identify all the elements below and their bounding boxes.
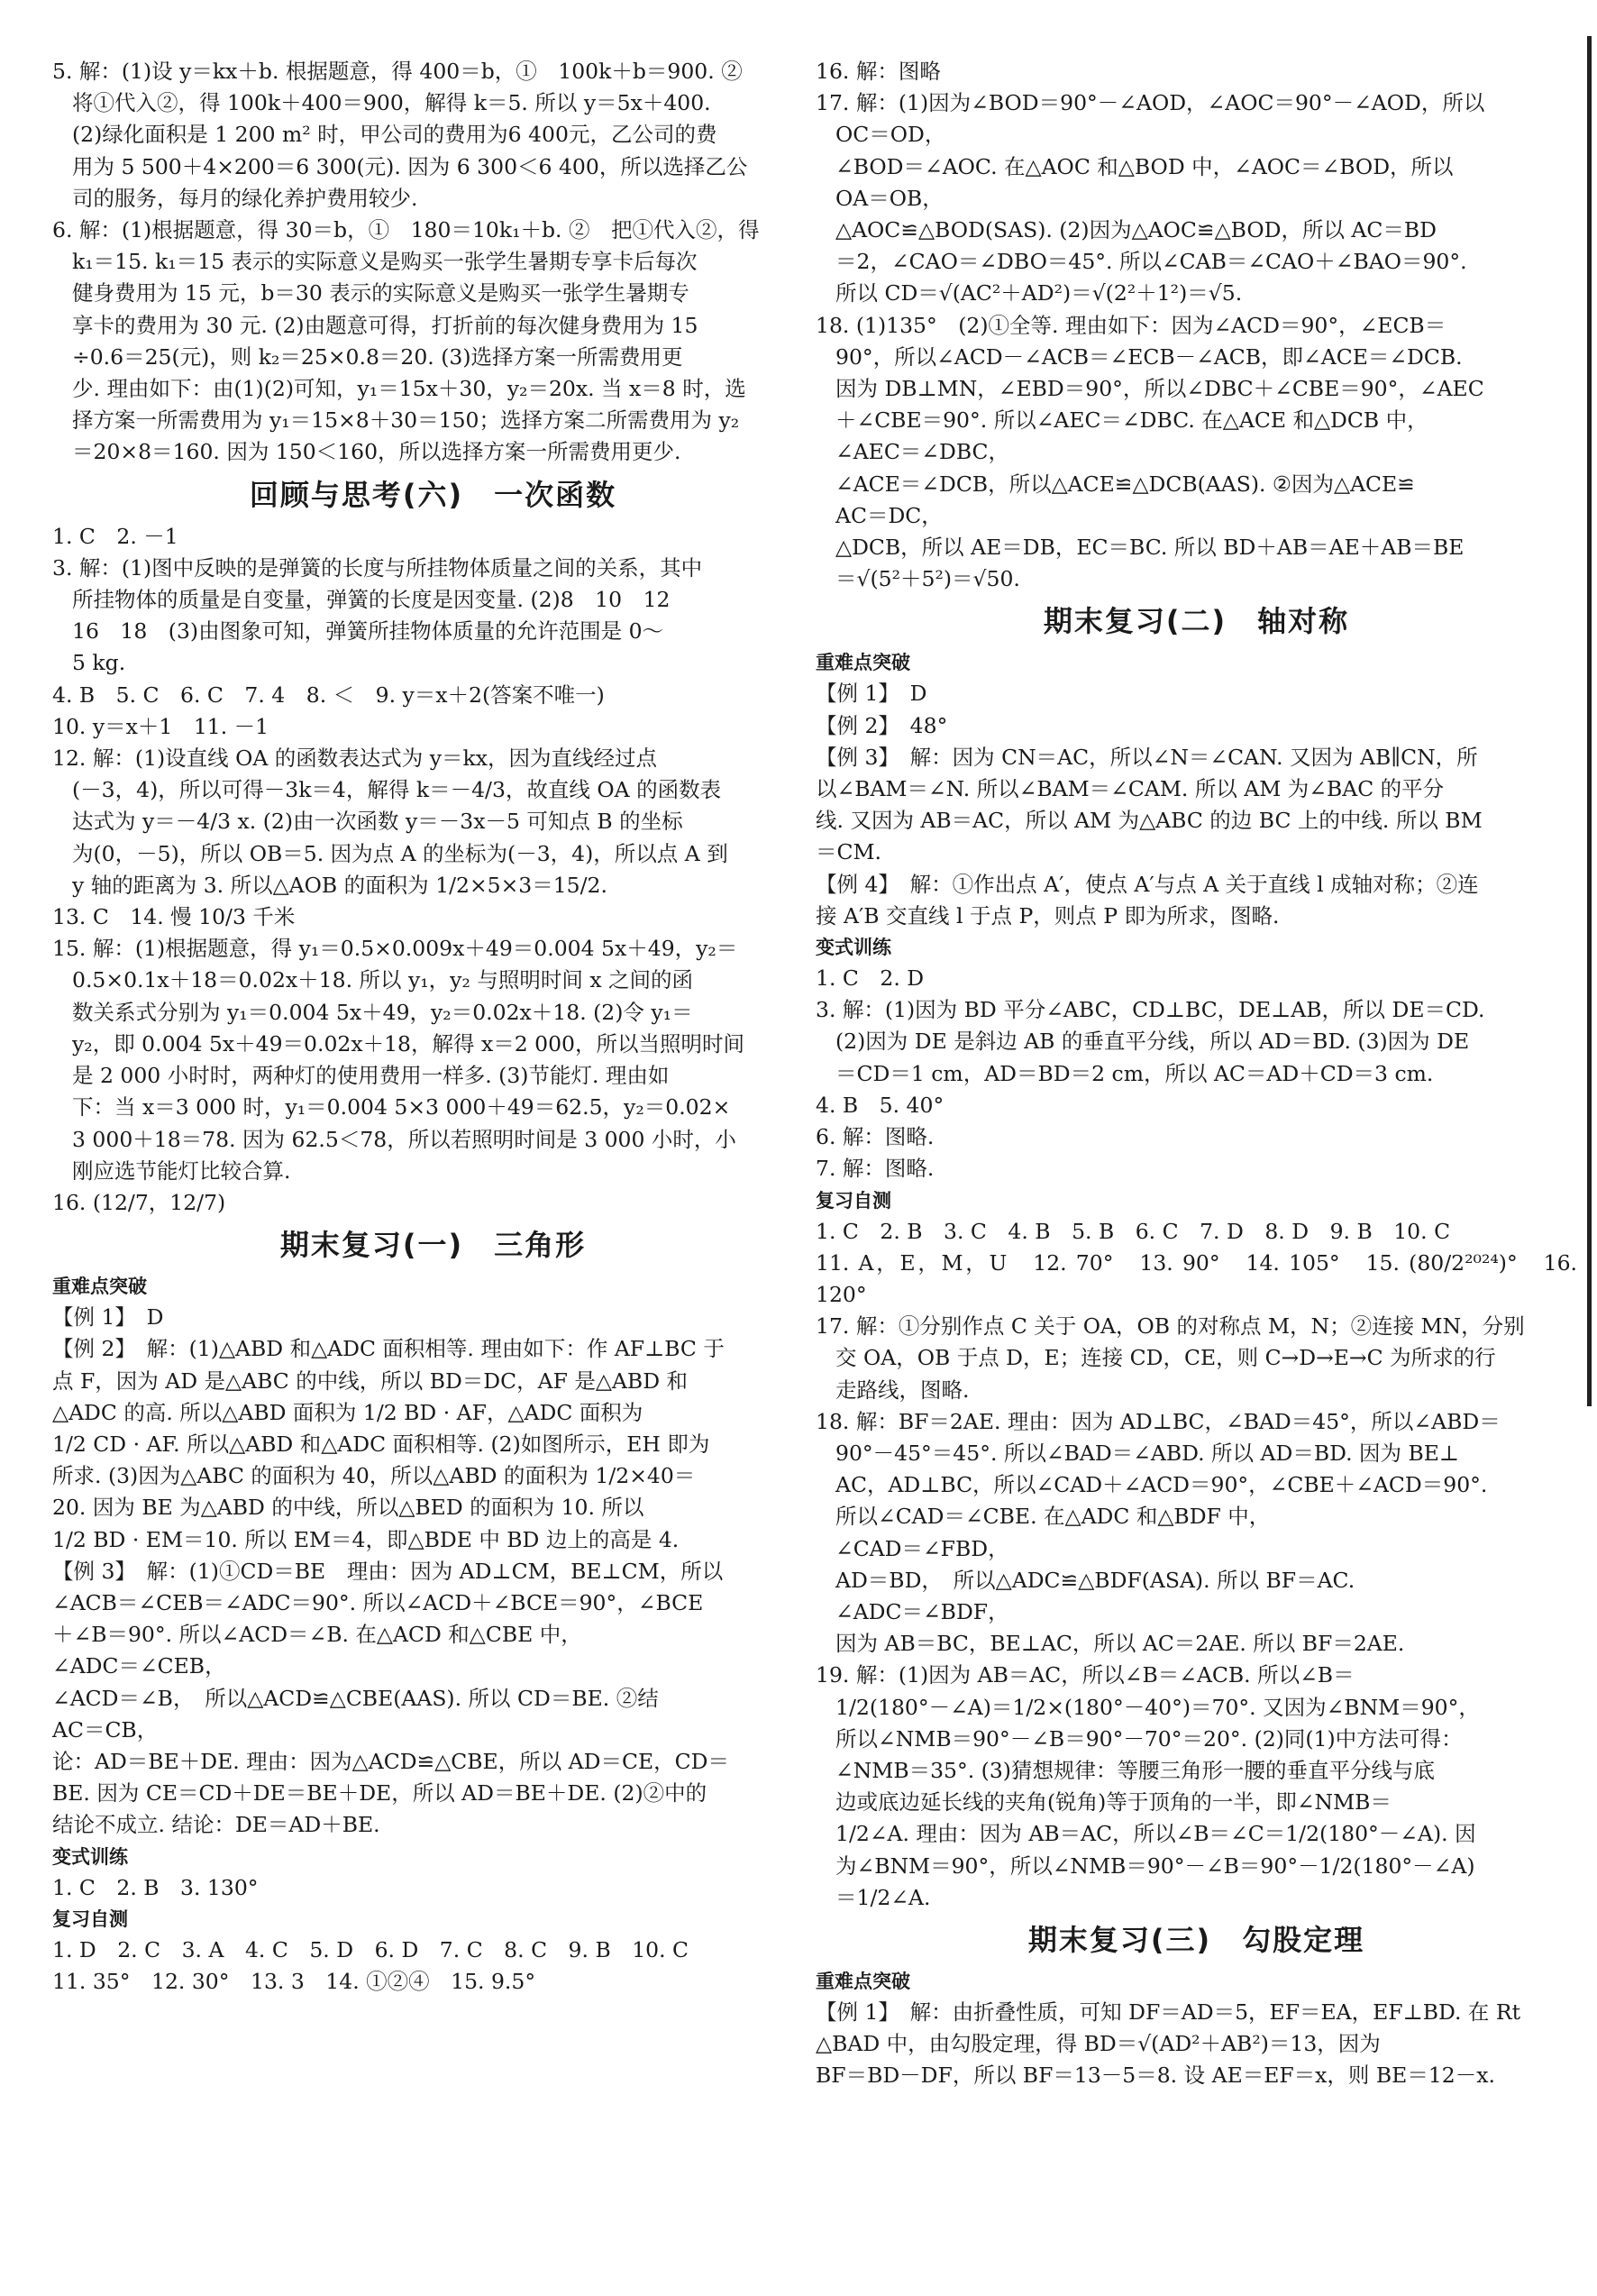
answer-line: 边或底边延长线的夹角(锐角)等于顶角的一半，即∠NMB＝: [835, 1789, 1392, 1816]
answer-line: BE. 因为 CE＝CD＋DE＝BE＋DE，所以 AD＝BE＋DE. (2)②中的: [52, 1780, 707, 1807]
answer-line: 3 000＋18＝78. 因为 62.5＜78，所以若照明时间是 3 000 小时，小: [72, 1126, 736, 1152]
answer-line: 【例 1】 D: [52, 1304, 164, 1331]
answer-line: AC，AD⊥BC，所以∠CAD＋∠ACD＝90°，∠CBE＋∠ACD＝90°.: [835, 1472, 1488, 1498]
answer-line: ＋∠B＝90°. 所以∠ACD＝∠B. 在△ACD 和△CBE 中，: [52, 1622, 582, 1648]
answer-line: ∠BOD＝∠AOC. 在△AOC 和△BOD 中，∠AOC＝∠BOD，所以: [835, 153, 1454, 179]
answer-line: 1/2(180°－∠A)＝1/2×(180°－40°)＝70°. 又因为∠BNM＝90°，: [835, 1694, 1480, 1720]
answer-line: 少. 理由如下：由(1)(2)可知，y₁＝15x＋30，y₂＝20x. 当 x＝8 时，选: [72, 376, 746, 402]
answer-line: 线. 又因为 AB＝AC，所以 AM 为△ABC 的边 BC 上的中线. 所以 BM: [816, 808, 1483, 834]
subsection-label: 变式训练: [52, 1845, 128, 1868]
answer-line: 享卡的费用为 30 元. (2)由题意可得，打折前的每次健身费用为 15: [72, 312, 698, 338]
answer-line: AC＝DC，: [835, 502, 943, 528]
answer-line: 16. 解：图略: [816, 59, 941, 84]
answer-line: 结论不成立. 结论：DE＝AD＋BE.: [52, 1812, 380, 1838]
answer-line: (2)绿化面积是 1 200 m² 时，甲公司的费用为6 400元，乙公司的费: [72, 122, 717, 148]
answer-line: BF＝BD－DF，所以 BF＝13－5＝8. 设 AE＝EF＝x，则 BE＝12－x.: [816, 2063, 1495, 2089]
answer-line: 健身费用为 15 元，b＝30 表示的实际意义是购买一张学生暑期专: [72, 280, 689, 306]
answer-line: 数关系式分别为 y₁＝0.004 5x＋49，y₂＝0.02x＋18. (2)令 y₁＝: [72, 999, 693, 1025]
answer-line: 用为 5 500＋4×200＝6 300(元). 因为 6 300＜6 400，所以选择乙公: [72, 153, 748, 179]
answer-line: 13. C 14. 慢 10/3 千米: [52, 904, 296, 930]
answer-line: AC＝CB，: [52, 1716, 159, 1743]
answer-line: 0.5×0.1x＋18＝0.02x＋18. 所以 y₁，y₂ 与照明时间 x 之间的函: [72, 967, 694, 993]
answer-line: 【例 1】 解：由折叠性质，可知 DF＝AD＝5，EF＝EA，EF⊥BD. 在 Rt: [816, 1999, 1521, 2025]
answer-line: 刚应选节能灯比较合算.: [72, 1157, 291, 1184]
answer-line: 1/2 CD · AF. 所以△ABD 和△ADC 面积相等. (2)如图所示，EH 即为: [52, 1431, 710, 1457]
answer-line: 所挂物体的质量是自变量，弹簧的长度是因变量. (2)8 10 12: [72, 587, 671, 613]
answer-line: ∠ADC＝∠BDF，: [835, 1598, 1009, 1624]
answer-line: 1. C 2. B 3. C 4. B 5. B 6. C 7. D 8. D 9. B 10. C: [816, 1218, 1451, 1244]
answer-line: (2)因为 DE 是斜边 AB 的垂直平分线，所以 AD＝BD. (3)因为 DE: [835, 1029, 1470, 1055]
answer-line: 3. 解：(1)因为 BD 平分∠ABC，CD⊥BC，DE⊥AB，所以 DE＝CD.: [816, 997, 1485, 1023]
answer-line: 【例 2】 解：(1)△ABD 和△ADC 面积相等. 理由如下：作 AF⊥BC 于: [52, 1336, 725, 1362]
answer-line: (－3，4)，所以可得－3k＝4，解得 k＝－4/3，故直线 OA 的函数表: [72, 777, 722, 803]
answer-line: 交 OA，OB 于点 D，E；连接 CD，CE，则 C→D→E→C 为所求的行: [835, 1345, 1496, 1371]
answer-line: 3. 解：(1)图中反映的是弹簧的长度与所挂物体质量之间的关系，其中: [52, 554, 703, 581]
answer-line: 12. 解：(1)设直线 OA 的函数表达式为 y＝kx，因为直线经过点: [52, 746, 658, 772]
answer-line: 所以 CD＝√(AC²＋AD²)＝√(2²＋1²)＝√5.: [835, 280, 1243, 306]
answer-line: 1/2 BD · EM＝10. 所以 EM＝4，即△BDE 中 BD 边上的高是 4.: [52, 1526, 680, 1552]
answer-line: 4. B 5. 40°: [816, 1092, 945, 1118]
answer-line: 90°，所以∠ACD－∠ACB＝∠ECB－∠ACB，即∠ACE＝∠DCB.: [835, 343, 1463, 370]
answer-line: 【例 2】 48°: [816, 712, 948, 738]
section-heading: 回顾与思考(六) 一次函数: [249, 477, 617, 512]
answer-line: 1. C 2. D: [816, 965, 925, 992]
answer-line: 论：AD＝BE＋DE. 理由：因为△ACD≌△CBE，所以 AD＝CE，CD＝: [52, 1748, 729, 1774]
subsection-label: 复习自测: [52, 1907, 128, 1930]
answer-line: △BAD 中，由勾股定理，得 BD＝√(AD²＋AB²)＝13，因为: [816, 2031, 1381, 2057]
answer-line: OA＝OB，: [835, 185, 944, 211]
answer-line: ＝2，∠CAO＝∠DBO＝45°. 所以∠CAB＝∠CAO＋∠BAO＝90°.: [835, 249, 1467, 275]
answer-line: 17. 解：(1)因为∠BOD＝90°－∠AOD，∠AOC＝90°－∠AOD，所以: [816, 90, 1485, 116]
answer-line: ∠NMB＝35°. (3)猜想规律：等腰三角形一腰的垂直平分线与底: [835, 1757, 1435, 1783]
answer-line: 下：当 x＝3 000 时，y₁＝0.004 5×3 000＋49＝62.5，y₂＝0.02×: [72, 1094, 731, 1121]
answer-line: 因为 DB⊥MN，∠EBD＝90°，所以∠DBC＋∠CBE＝90°，∠AEC: [835, 376, 1484, 402]
answer-line: 因为 AB＝BC，BE⊥AC，所以 AC＝2AE. 所以 BF＝2AE.: [835, 1631, 1405, 1657]
answer-line: △AOC≌△BOD(SAS). (2)因为△AOC≌△BOD，所以 AC＝BD: [835, 217, 1437, 243]
answer-line: 18. 解：BF＝2AE. 理由：因为 AD⊥BC，∠BAD＝45°，所以∠ABD＝: [816, 1408, 1501, 1434]
answer-line: ＋∠CBE＝90°. 所以∠AEC＝∠DBC. 在△ACE 和△DCB 中，: [835, 407, 1428, 434]
answer-line: 司的服务，每月的绿化养护费用较少.: [72, 185, 418, 211]
subsection-label: 重难点突破: [52, 1276, 147, 1298]
answer-line: 为(0，－5)，所以 OB＝5. 因为点 A 的坐标为(－3，4)，所以点 A 到: [72, 840, 728, 866]
answer-line: 将①代入②，得 100k＋400＝900，解得 k＝5. 所以 y＝5x＋400.: [72, 90, 711, 116]
section-heading: 期末复习(三) 勾股定理: [1027, 1922, 1365, 1957]
answer-line: 6. 解：图略.: [816, 1124, 935, 1150]
answer-line: ∠ACD＝∠B， 所以△ACD≌△CBE(AAS). 所以 CD＝BE. ②结: [52, 1685, 659, 1711]
answer-line: 【例 3】 解：因为 CN＝AC，所以∠N＝∠CAN. 又因为 AB∥CN，所: [816, 744, 1478, 770]
answer-line: k₁＝15. k₁＝15 表示的实际意义是购买一张学生暑期专享卡后每次: [72, 249, 698, 275]
answer-line: 是 2 000 小时时，两种灯的使用费用一样多. (3)节能灯. 理由如: [72, 1063, 670, 1089]
answer-line: △DCB，所以 AE＝DB，EC＝BC. 所以 BD＋AB＝AE＋AB＝BE: [835, 535, 1465, 561]
answer-line: △ADC 的高. 所以△ABD 面积为 1/2 BD · AF，△ADC 面积为: [52, 1399, 643, 1425]
answer-line: 7. 解：图略.: [816, 1156, 935, 1182]
answer-line: 16 18 (3)由图象可知，弹簧所挂物体质量的允许范围是 0～: [72, 618, 664, 645]
answer-line: 1. D 2. C 3. A 4. C 5. D 6. D 7. C 8. C 9. B 10. C: [52, 1936, 689, 1962]
answer-line: ∠ACB＝∠CEB＝∠ADC＝90°. 所以∠ACD＋∠BCE＝90°，∠BCE: [52, 1589, 704, 1615]
answer-line: ∠ADC＝∠CEB，: [52, 1653, 226, 1679]
answer-line: 走路线，图略.: [835, 1377, 970, 1403]
answer-line: 接 A′B 交直线 l 于点 P，则点 P 即为所求，图略.: [816, 902, 1280, 928]
answer-line: 达式为 y＝－4/3 x. (2)由一次函数 y＝－3x－5 可知点 B 的坐标: [72, 809, 683, 835]
subsection-label: 复习自测: [816, 1189, 891, 1212]
answer-line: 16. (12/7，12/7): [52, 1189, 226, 1215]
answer-line: 【例 4】 解：①作出点 A′，使点 A′与点 A 关于直线 l 成轴对称；②连: [816, 871, 1479, 897]
answer-line: ＝√(5²＋5²)＝√50.: [835, 566, 1020, 592]
answer-line: 90°－45°＝45°. 所以∠BAD＝∠ABD. 所以 AD＝BD. 因为 BE⊥: [835, 1440, 1460, 1466]
answer-line: 10. y＝x＋1 11. －1: [52, 713, 269, 739]
answer-line: OC＝OD，: [835, 122, 946, 148]
answer-line: y₂，即 0.004 5x＋49＝0.02x＋18，解得 x＝2 000，所以当照明时间: [72, 1030, 744, 1057]
page-edge-bar: [1587, 36, 1592, 1406]
answer-line: 15. 解：(1)根据题意，得 y₁＝0.5×0.009x＋49＝0.004 5x＋49，y₂＝: [52, 936, 738, 962]
answer-line: 【例 1】 D: [816, 681, 927, 707]
answer-line: 19. 解：(1)因为 AB＝AC，所以∠B＝∠ACB. 所以∠B＝: [816, 1662, 1355, 1688]
subsection-label: 重难点突破: [816, 652, 910, 674]
answer-line: 择方案一所需费用为 y₁＝15×8＋30＝150；选择方案二所需费用为 y₂: [72, 407, 740, 434]
answer-line: 4. B 5. C 6. C 7. 4 8. ＜ 9. y＝x＋2(答案不唯一): [52, 681, 605, 708]
left-column: [52, 56, 814, 1998]
answer-line: ＝CM.: [816, 839, 882, 865]
answer-line: ∠ACE＝∠DCB，所以△ACE≌△DCB(AAS). ②因为△ACE≌: [835, 471, 1415, 497]
answer-line: 所以∠CAD＝∠CBE. 在△ADC 和△BDF 中，: [835, 1504, 1271, 1530]
answer-line: 点 F，因为 AD 是△ABC 的中线，所以 BD＝DC，AF 是△ABD 和: [52, 1368, 688, 1394]
answer-line: ＝CD＝1 cm，AD＝BD＝2 cm，所以 AC＝AD＋CD＝3 cm.: [835, 1060, 1434, 1086]
answer-line: 1/2∠A. 理由：因为 AB＝AC，所以∠B＝∠C＝1/2(180°－∠A). 因: [835, 1821, 1476, 1847]
answer-line: ∠AEC＝∠DBC，: [835, 439, 1010, 465]
answer-line: ＝20×8＝160. 因为 150＜160，所以选择方案一所需费用更少.: [72, 439, 681, 465]
subsection-label: 变式训练: [816, 937, 891, 959]
answer-line: 5. 解：(1)设 y＝kx＋b. 根据题意，得 400＝b，① 100k＋b＝900. ②: [52, 59, 743, 84]
answer-line: y 轴的距离为 3. 所以△AOB 的面积为 1/2×5×3＝15/2.: [72, 872, 607, 898]
section-heading: 期末复习(一) 三角形: [279, 1228, 587, 1263]
answer-line: AD＝BD， 所以△ADC≌△BDF(ASA). 所以 BF＝AC.: [835, 1567, 1355, 1593]
answer-line: 所以∠NMB＝90°－∠B＝90°－70°＝20°. (2)同(1)中方法可得：: [835, 1725, 1463, 1752]
answer-line: 所求. (3)因为△ABC 的面积为 40，所以△ABD 的面积为 1/2×40＝: [52, 1463, 696, 1489]
right-column: [816, 56, 1577, 2092]
answer-line: 5 kg.: [72, 650, 126, 676]
answer-line: 1. C 2. －1: [52, 523, 178, 549]
answer-line: 18. (1)135° (2)①全等. 理由如下：因为∠ACD＝90°，∠ECB＝: [816, 312, 1446, 338]
answer-line: 20. 因为 BE 为△ABD 的中线，所以△BED 的面积为 10. 所以: [52, 1495, 644, 1521]
answer-line: 11. 35° 12. 30° 13. 3 14. ①②④ 15. 9.5°: [52, 1968, 536, 1994]
answer-line: ＝1/2∠A.: [835, 1884, 931, 1910]
answer-line: 11. A，E，M，U 12. 70° 13. 90° 14. 105° 15. (80/2²⁰²⁴)° 16. 120°: [816, 1249, 1577, 1307]
answer-line: ∠CAD＝∠FBD，: [835, 1535, 1009, 1561]
answer-line: 17. 解：①分别作点 C 关于 OA，OB 的对称点 M，N；②连接 MN，分别: [816, 1313, 1525, 1340]
answer-line: 以∠BAM＝∠N. 所以∠BAM＝∠CAM. 所以 AM 为∠BAC 的平分: [816, 776, 1445, 802]
answer-line: 6. 解：(1)根据题意，得 30＝b，① 180＝10k₁＋b. ② 把①代入②，得: [52, 217, 760, 243]
answer-line: 1. C 2. B 3. 130°: [52, 1874, 259, 1900]
section-heading: 期末复习(二) 轴对称: [1043, 604, 1350, 639]
subsection-label: 重难点突破: [816, 1970, 910, 1992]
answer-line: 【例 3】 解：(1)①CD＝BE 理由：因为 AD⊥CM，BE⊥CM，所以: [52, 1558, 724, 1584]
answer-line: ÷0.6＝25(元)，则 k₂＝25×0.8＝20. (3)选择方案一所需费用更: [72, 343, 683, 370]
answer-line: 为∠BNM＝90°，所以∠NMB＝90°－∠B＝90°－1/2(180°－∠A): [835, 1852, 1475, 1879]
